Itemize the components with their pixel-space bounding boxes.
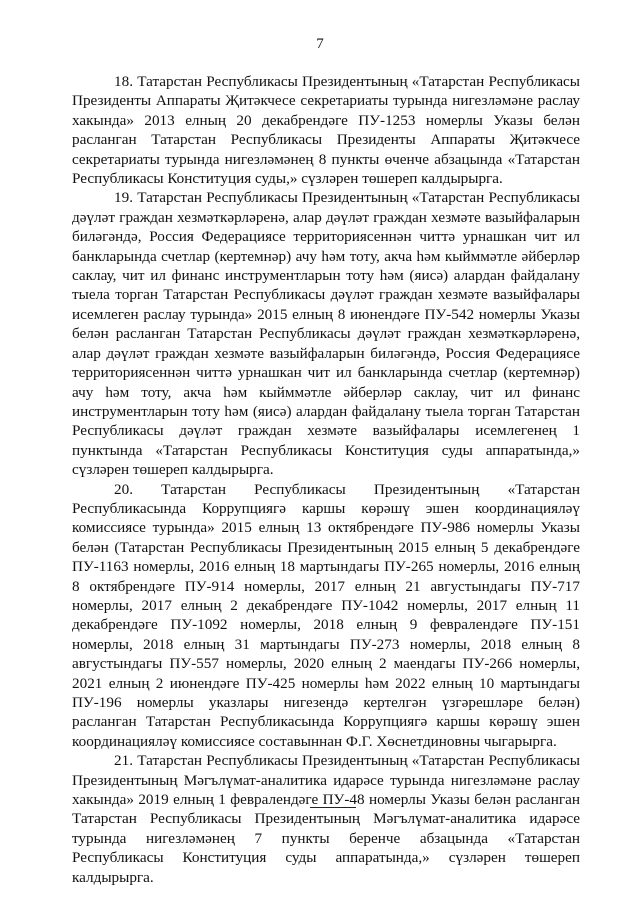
document-body — [72, 72, 580, 887]
paragraph-20: 20. Татарстан Республикасы Президентының «Татарстан Республикасында Коррупциягә каршы көрәшү эшен координацияләү комиссиясе турында» 2015 елның 13 октябрендәге ПУ-986 номерлы Указы белән (Татарстан Республикасы Президентының 2015 елның 5 декабрендәге ПУ-1163 номерлы, 2016 елның 18 мартындагы ПУ-265 номерлы, 2016 елның 8 октябрендәге ПУ-914 номерлы, 2017 елның 21 августындагы ПУ-717 номерлы, 2017 елның 2 декабрендәге ПУ-1042 номерлы, 2017 елның 11 декабрендәге ПУ-1092 номерлы, 2018 елның 9 февралендәге ПУ-151 номерлы, 2018 елның 31 мартындагы ПУ-273 номерлы, 2018 елның 8 августындагы ПУ-557 номерлы, 2020 елның 2 маендагы ПУ-266 номерлы, 2021 елның 2 июнендәге ПУ-425 номерлы һәм 2022 елның 10 мартындагы ПУ-196 номерлы указлары нигезендә кертелгән үзгәрешләре белән) расланган Татарстан Республикасында Коррупциягә каршы көрәшү эшен координацияләү комиссиясе составыннан Ф.Г. Хөснетдиновны чыгарырга. — [72, 480, 580, 750]
paragraph-19: 19. Татарстан Республикасы Президентының «Татарстан Республикасы дәүләт граждан хезмәткәрләренә, алар дәүләт граждан хезмәте вазыйфаларын биләгәндә, Россия Федерациясе территориясеннән читтә урнашкан чит ил банкларында счетлар (кертемнәр) ачу һәм тоту, акча һәм кыйммәтле әйберләр саклау, чит ил финанс инструментларын тоту һәм (яисә) алардан файдалану тыела торган Татарстан Республикасы дәүләт граждан хезмәте вазыйфалары исемлеген раслау турында» 2015 елның 8 июнендәге ПУ-542 номерлы Указы белән расланган Татарстан Республикасы дәүләт граждан хезмәткәрләренә, алар дәүләт граждан хезмәте вазыйфаларын биләгәндә, Россия Федерациясе территориясеннән читтә урнашкан чит ил банкларында счетлар (кертемнәр) ачу һәм тоту, акча һәм кыйммәтле әйберләр саклау, чит ил финанс инструментларын тоту һәм (яисә) алардан файдалану тыела торган Татарстан Республикасы дәүләт граждан хезмәте вазыйфалары исемлегенең 1 пунктында «Татарстан Республикасы Конституция суды аппаратында,» сүзләрен төшереп калдырырга. — [72, 189, 580, 479]
paragraph-21: 21. Татарстан Республикасы Президентының «Татарстан Республикасы Президентының Мәгълүмат-аналитика идарәсе турында нигезләмәне раслау хакында» 2019 елның 1 февралендәге ПУ-48 номерлы Указы белән расланган Татарстан Республикасы Президентының Мәгълүмат-аналитика идарәсе турында нигезләмәнең 7 пункты беренче абзацында «Татарстан Республикасы Конституция суды аппаратында,» сүзләрен төшереп калдырырга. — [72, 752, 580, 886]
page-number: 7 — [316, 36, 324, 52]
paragraph-18: 18. Татарстан Республикасы Президентының «Татарстан Республикасы Президенты Аппараты Җитәкчесе секретариаты турында нигезләмәне раслау хакында» 2013 елның 20 декабрендәге ПУ-1253 номерлы Указы белән расланган Татарстан Республикасы Президенты Аппараты Җитәкчесе секретариаты турында нигезләмәнең 8 пункты өченче абзацында «Татарстан Республикасы Конституция суды,» сүзләрен төшереп калдырырга. — [72, 73, 580, 188]
end-separator-line — [310, 807, 356, 808]
